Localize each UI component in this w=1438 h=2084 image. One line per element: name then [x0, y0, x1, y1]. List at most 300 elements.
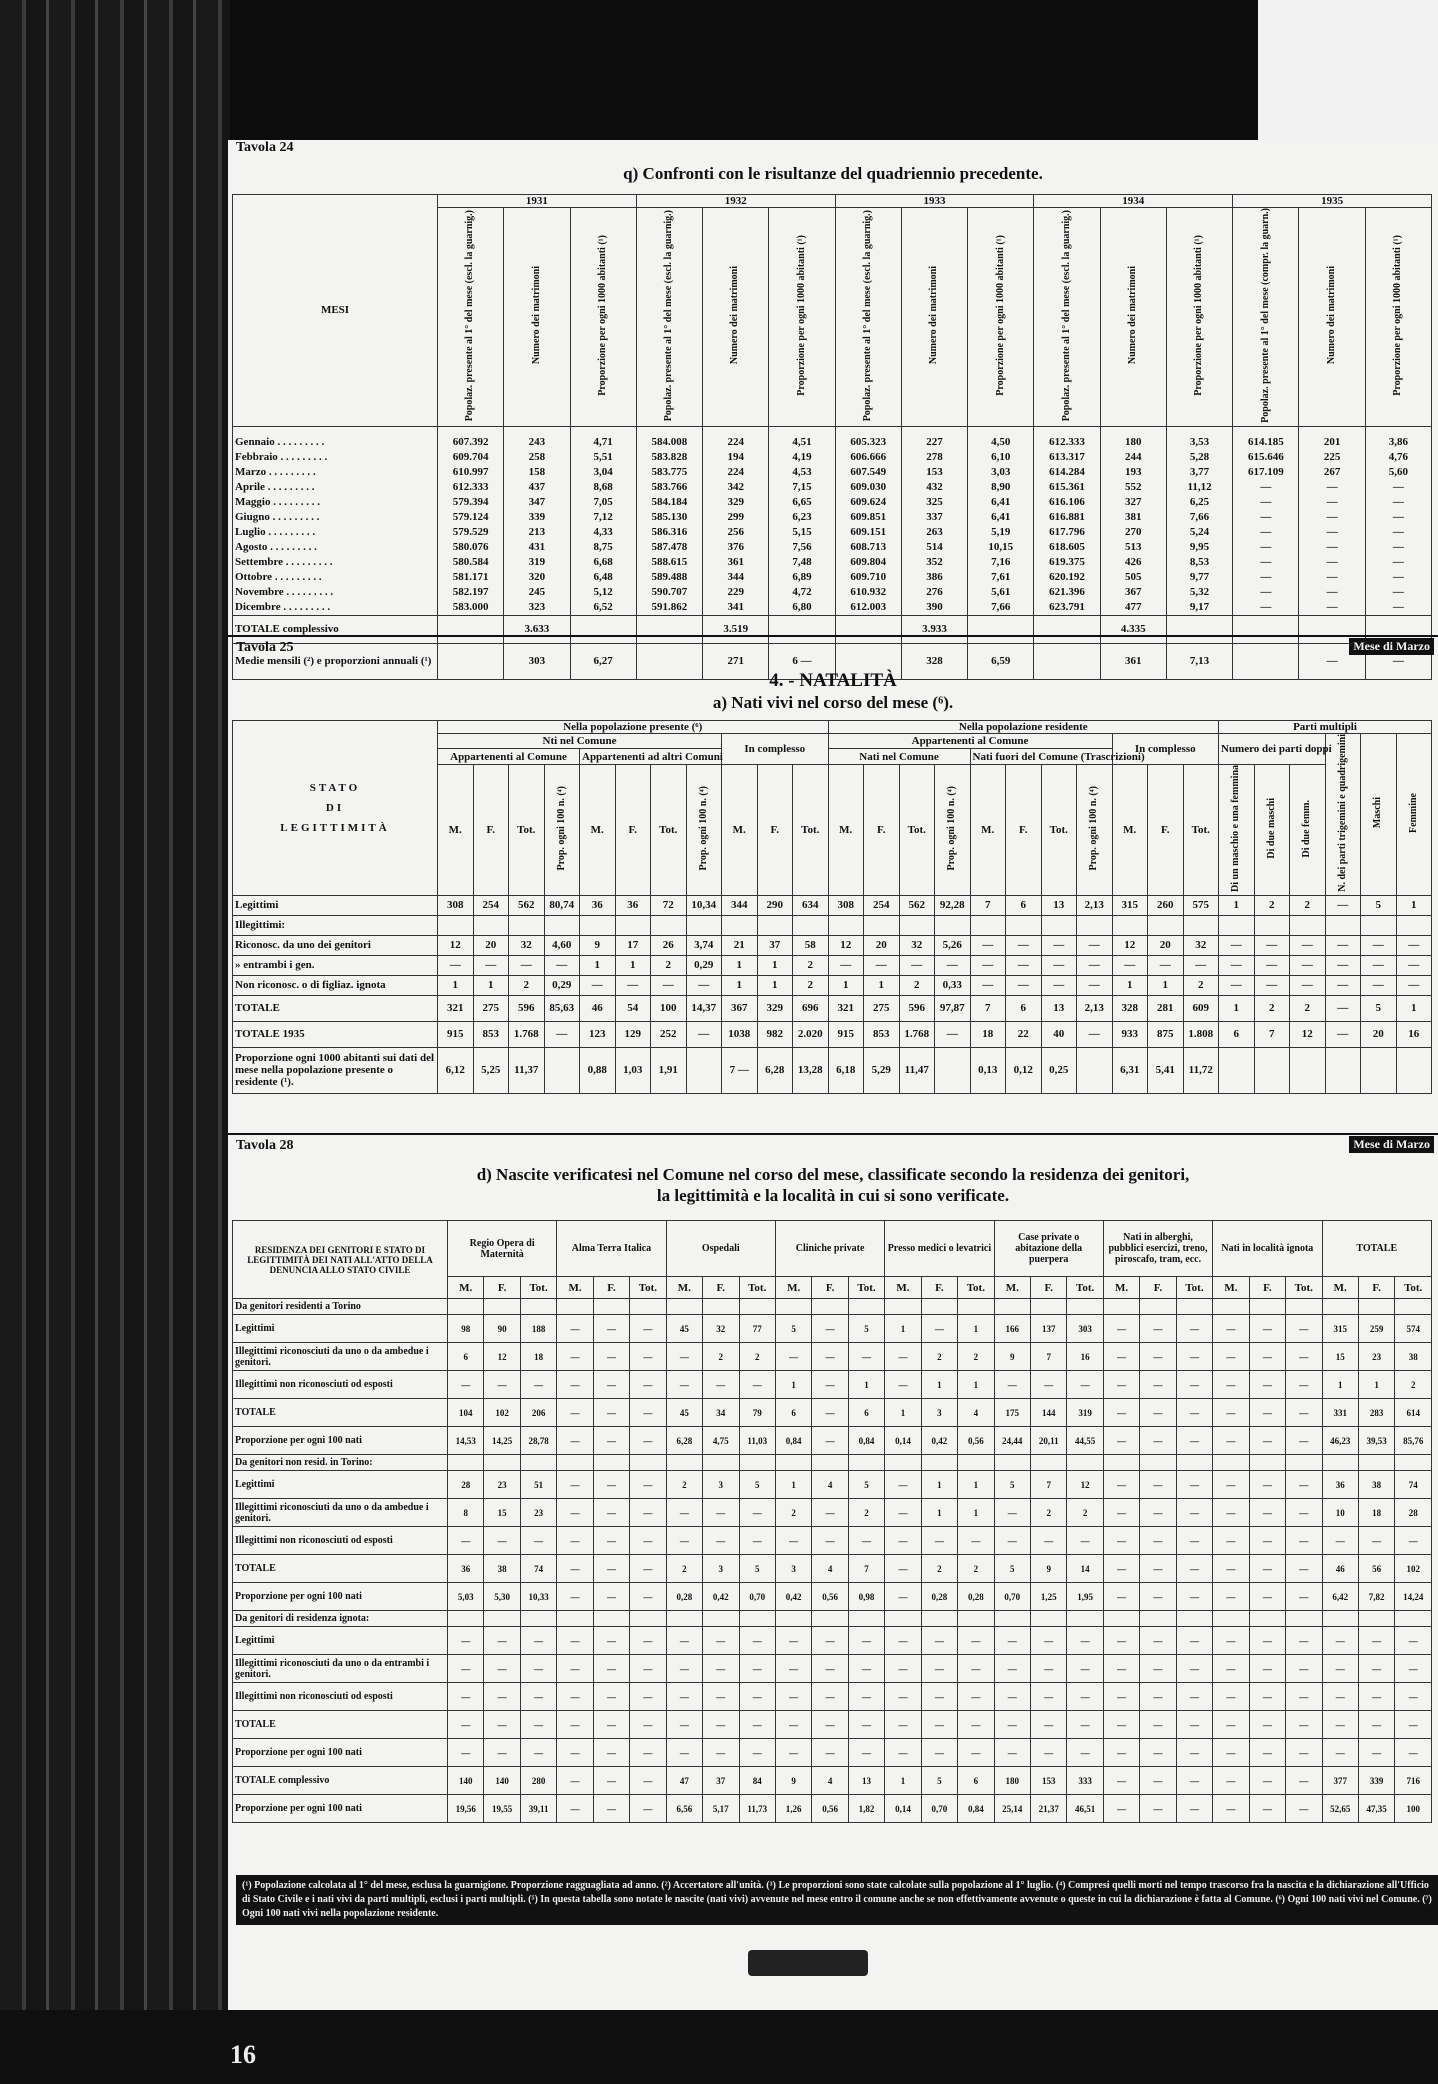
value-cell: — [1249, 1371, 1285, 1399]
row-label: Da genitori non resid. in Torino: [233, 1455, 448, 1471]
value-cell: — [1213, 1583, 1249, 1611]
t28-row [233, 1399, 1432, 1427]
value-cell: 14,24 [1395, 1583, 1432, 1611]
value-cell: 5 [739, 1555, 775, 1583]
value-cell: — [1103, 1371, 1139, 1399]
value-cell: 201 [1323, 435, 1341, 448]
value-cell: — [775, 1711, 811, 1739]
value-cell: — [848, 1683, 884, 1711]
value-cell: — [1213, 1315, 1249, 1343]
value-cell: 607.549 [850, 465, 887, 478]
value-cell: — [448, 1739, 484, 1767]
t25-header-1 [233, 721, 1432, 734]
m-header: M. [557, 1277, 593, 1299]
value-cell: 612.003 [850, 600, 887, 613]
blank-cell [630, 1299, 666, 1315]
pop-col-header-text: Popolaz. presente al 1° del mese (escl. la guarnig.) [1060, 209, 1072, 422]
value-cell: 252 [651, 1021, 687, 1047]
value-cell: 5,25 [473, 1047, 509, 1093]
value-cell: 28 [448, 1471, 484, 1499]
value-cell: 609.624 [850, 495, 887, 508]
value-cell: 6 [775, 1399, 811, 1427]
value-cell: 581.171 [452, 570, 489, 583]
blank-cell [1077, 915, 1113, 935]
blank-cell [1396, 915, 1432, 935]
value-cell: 153 [1031, 1767, 1067, 1795]
prop-header-text: Prop. ogni 100 n. (⁴) [697, 786, 709, 871]
blank-cell [473, 915, 509, 935]
value-cell: — [1103, 1343, 1139, 1371]
value-cell: 6,28 [757, 1047, 793, 1093]
value-cell: 605.323 [850, 435, 887, 448]
value-cell: — [1260, 510, 1272, 523]
value-cell: 275 [864, 995, 900, 1021]
value-cell: — [520, 1683, 556, 1711]
blank-cell [1140, 1455, 1176, 1471]
value-cell: — [1260, 585, 1272, 598]
month-values-pop [1034, 426, 1100, 615]
value-cell: 7,48 [792, 555, 812, 568]
value-cell: 225 [1323, 450, 1341, 463]
value-cell [1396, 1047, 1432, 1093]
value-cell: — [630, 1583, 666, 1611]
value-cell: — [593, 1627, 629, 1655]
value-cell: 1 [1219, 995, 1255, 1021]
value-cell: — [593, 1555, 629, 1583]
blank-cell [812, 1455, 848, 1471]
value-cell: — [593, 1655, 629, 1683]
value-cell: 72 [651, 895, 687, 915]
value-cell: — [1322, 1527, 1358, 1555]
value-cell: 5,29 [864, 1047, 900, 1093]
value-cell: 267 [1323, 465, 1341, 478]
value-cell: 1038 [722, 1021, 758, 1047]
value-cell: 562 [509, 895, 545, 915]
value-cell: — [1325, 995, 1361, 1021]
value-cell: 2 [775, 1499, 811, 1527]
value-cell: — [593, 1683, 629, 1711]
value-cell: 696 [793, 995, 829, 1021]
blank-cell [885, 1299, 921, 1315]
tavola-28-title-line-2: la legittimità e la località in cui si sono verificate. [656, 1186, 1010, 1205]
blank-cell [484, 1455, 520, 1471]
value-cell: — [1140, 1627, 1176, 1655]
blank-cell [1166, 615, 1232, 643]
t25-row [233, 915, 1432, 935]
value-cell: 47 [666, 1767, 702, 1795]
value-cell: 4,76 [1388, 450, 1408, 463]
value-cell: 426 [1125, 555, 1142, 568]
blank-cell [1219, 915, 1255, 935]
value-cell: — [630, 1527, 666, 1555]
value-cell: 102 [1395, 1555, 1432, 1583]
value-cell: 513 [1125, 540, 1142, 553]
f-header: F. [1358, 1277, 1394, 1299]
value-cell: 933 [1112, 1021, 1148, 1047]
value-cell: 28,78 [520, 1427, 556, 1455]
value-cell: — [1213, 1371, 1249, 1399]
value-cell: 0,56 [812, 1583, 848, 1611]
value-cell: 12 [438, 935, 474, 955]
value-cell: 17 [615, 935, 651, 955]
value-cell: 13,28 [793, 1047, 829, 1093]
value-cell: 323 [528, 600, 546, 613]
value-cell: — [775, 1343, 811, 1371]
month-label: Marzo . . . . . . . . . [235, 465, 316, 478]
value-cell: 2 [651, 955, 687, 975]
value-cell: 0,56 [958, 1427, 994, 1455]
value-cell: 9 [580, 935, 616, 955]
prop-header [544, 764, 580, 895]
month-label: Dicembre . . . . . . . . . [235, 600, 331, 613]
value-cell: 52,65 [1322, 1795, 1358, 1823]
value-cell: — [1286, 1711, 1322, 1739]
value-cell: 90 [484, 1315, 520, 1343]
value-cell: 583.775 [651, 465, 688, 478]
blank-cell [666, 1611, 702, 1627]
row-label: TOTALE [233, 995, 438, 1021]
value-cell: 7,16 [991, 555, 1011, 568]
value-cell: — [1249, 1427, 1285, 1455]
value-cell: 158 [528, 465, 546, 478]
month-label: Febbraio . . . . . . . . . [235, 450, 328, 463]
value-cell: 1 [1219, 895, 1255, 915]
t28-row [233, 1627, 1432, 1655]
value-cell: 596 [509, 995, 545, 1021]
value-cell: — [1249, 1683, 1285, 1711]
blank-cell [1176, 1299, 1212, 1315]
month-values-pop [636, 426, 702, 615]
pop-col-header-text: Popolaz. presente al 1° del mese (escl. la guarnig.) [861, 209, 873, 422]
value-cell: — [1326, 480, 1338, 493]
medie-num: 361 [1100, 643, 1166, 679]
value-cell: 5,41 [1148, 1047, 1184, 1093]
blank-cell [1361, 915, 1397, 935]
value-cell: 2 [848, 1499, 884, 1527]
value-cell: — [1322, 1683, 1358, 1711]
marriages-comparison-table [232, 194, 1432, 680]
value-cell: — [630, 1343, 666, 1371]
value-cell: — [557, 1427, 593, 1455]
value-cell: — [1249, 1499, 1285, 1527]
value-cell: — [1392, 585, 1404, 598]
t28-row [233, 1555, 1432, 1583]
value-cell: 6,12 [438, 1047, 474, 1093]
value-cell: 102 [484, 1399, 520, 1427]
value-cell: 609.151 [850, 525, 887, 538]
value-cell: — [848, 1527, 884, 1555]
value-cell: — [1249, 1343, 1285, 1371]
t28-row [233, 1611, 1432, 1627]
value-cell: — [1176, 1711, 1212, 1739]
value-cell: — [1395, 1655, 1432, 1683]
value-cell: 0,28 [958, 1583, 994, 1611]
value-cell [1361, 1047, 1397, 1093]
value-cell: — [1322, 1739, 1358, 1767]
value-cell [686, 1047, 722, 1093]
row-label: Da genitori di residenza ignota: [233, 1611, 448, 1627]
value-cell: 1,95 [1067, 1583, 1103, 1611]
value-cell: 12 [828, 935, 864, 955]
value-cell: 982 [757, 1021, 793, 1047]
value-cell: — [1358, 1655, 1394, 1683]
value-cell: — [1325, 895, 1361, 915]
value-cell: 579.529 [452, 525, 489, 538]
value-cell: — [473, 955, 509, 975]
value-cell: — [630, 1555, 666, 1583]
value-cell: — [593, 1767, 629, 1795]
value-cell: 2 [1254, 995, 1290, 1021]
m-header: M. [970, 764, 1006, 895]
blank-cell [1140, 1611, 1176, 1627]
blank-cell [593, 1299, 629, 1315]
value-cell: 5,12 [593, 585, 613, 598]
blank-cell [722, 915, 758, 935]
value-cell: — [1361, 955, 1397, 975]
row-label: Da genitori residenti a Torino [233, 1299, 448, 1315]
value-cell: 4,50 [991, 435, 1011, 448]
f-header: F. [1148, 764, 1184, 895]
value-cell: 5,03 [448, 1583, 484, 1611]
value-cell: 224 [727, 465, 744, 478]
value-cell: 7,56 [792, 540, 812, 553]
value-cell: 11,73 [739, 1795, 775, 1823]
value-cell: 915 [438, 1021, 474, 1047]
parti-col-header [1219, 764, 1255, 895]
value-cell: 352 [926, 555, 943, 568]
t28-row [233, 1683, 1432, 1711]
value-cell: 609.030 [850, 480, 887, 493]
medie-num: 303 [504, 643, 570, 679]
value-cell: 574 [1395, 1315, 1432, 1343]
value-cell: 308 [438, 895, 474, 915]
month-label: Giugno . . . . . . . . . [235, 510, 320, 523]
value-cell: — [1103, 1655, 1139, 1683]
value-cell: 3 [921, 1399, 957, 1427]
value-cell: — [1326, 540, 1338, 553]
value-cell [935, 1047, 971, 1093]
value-cell: 580.076 [452, 540, 489, 553]
blank-cell [1290, 915, 1326, 935]
value-cell: 180 [994, 1767, 1030, 1795]
month-values-num [1100, 426, 1166, 615]
value-cell: — [848, 1739, 884, 1767]
value-cell: 10,33 [520, 1583, 556, 1611]
value-cell: 589.488 [651, 570, 688, 583]
value-cell: — [1103, 1583, 1139, 1611]
value-cell: 6,80 [792, 600, 812, 613]
medie-prop: 6 — [769, 643, 835, 679]
t25-row [233, 895, 1432, 915]
value-cell: — [775, 1683, 811, 1711]
value-cell: 614.185 [1247, 435, 1284, 448]
value-cell: 386 [926, 570, 943, 583]
blank-cell [812, 1299, 848, 1315]
value-cell: — [1103, 1427, 1139, 1455]
value-cell: 25,14 [994, 1795, 1030, 1823]
blank-cell [1358, 1299, 1394, 1315]
value-cell: 0,56 [812, 1795, 848, 1823]
value-cell: 4 [958, 1399, 994, 1427]
value-cell: — [1077, 1021, 1113, 1047]
value-cell: 84 [739, 1767, 775, 1795]
value-cell: 193 [1125, 465, 1142, 478]
value-cell: 280 [520, 1767, 556, 1795]
value-cell: 7 [1254, 1021, 1290, 1047]
value-cell: 1,03 [615, 1047, 651, 1093]
value-cell: 2 [739, 1343, 775, 1371]
value-cell: — [666, 1371, 702, 1399]
value-cell: 377 [1322, 1767, 1358, 1795]
value-cell: — [544, 1021, 580, 1047]
value-cell: 6 [1219, 1021, 1255, 1047]
medie-prop: — [1365, 643, 1431, 679]
year-total: 3.519 [703, 615, 769, 643]
blank-cell [1395, 1611, 1432, 1627]
value-cell: 5,28 [1189, 450, 1210, 463]
value-cell: — [1140, 1555, 1176, 1583]
value-cell: 4,51 [792, 435, 812, 448]
value-cell: 283 [1358, 1399, 1394, 1427]
value-cell: — [1286, 1767, 1322, 1795]
value-cell: 3,04 [593, 465, 613, 478]
f-header: F. [484, 1277, 520, 1299]
value-cell: 2 [703, 1343, 739, 1371]
blank-cell [448, 1299, 484, 1315]
row-label: Legittimi [233, 895, 438, 915]
value-cell: — [1395, 1711, 1432, 1739]
value-cell: 716 [1395, 1767, 1432, 1795]
row-label: Illegittimi riconosciuti da uno o da ambedue i genitori. [233, 1499, 448, 1527]
t24-total-row [233, 615, 1432, 643]
value-cell: — [1176, 1399, 1212, 1427]
blank-cell [636, 615, 702, 643]
pop-col-header [1233, 208, 1299, 427]
value-cell: — [1213, 1795, 1249, 1823]
t24-year-header [233, 195, 1432, 208]
value-cell: 98 [448, 1315, 484, 1343]
value-cell: 12 [484, 1343, 520, 1371]
value-cell: — [593, 1343, 629, 1371]
value-cell: — [1103, 1315, 1139, 1343]
value-cell: 315 [1322, 1315, 1358, 1343]
blank-cell [958, 1299, 994, 1315]
m-header: M. [1213, 1277, 1249, 1299]
value-cell: — [1103, 1555, 1139, 1583]
value-cell: — [1396, 955, 1432, 975]
value-cell: 4,71 [593, 435, 613, 448]
f-header: F. [1006, 764, 1042, 895]
value-cell: — [1041, 955, 1077, 975]
value-cell: — [1219, 935, 1255, 955]
value-cell: — [1140, 1527, 1176, 1555]
value-cell: 6 [848, 1399, 884, 1427]
value-cell: 40 [1041, 1021, 1077, 1047]
value-cell: — [630, 1371, 666, 1399]
value-cell: — [1326, 510, 1338, 523]
value-cell: 6,89 [792, 570, 812, 583]
value-cell: 1 [1358, 1371, 1394, 1399]
value-cell: 7 — [722, 1047, 758, 1093]
value-cell: — [666, 1655, 702, 1683]
tot-header: Tot. [1041, 764, 1077, 895]
value-cell: 325 [926, 495, 943, 508]
blank-cell [1213, 1611, 1249, 1627]
t25-row [233, 995, 1432, 1021]
value-cell: 634 [793, 895, 829, 915]
m-header: M. [1103, 1277, 1139, 1299]
value-cell: — [557, 1499, 593, 1527]
blank-cell [775, 1611, 811, 1627]
value-cell: — [630, 1315, 666, 1343]
t28-header-1 [233, 1221, 1432, 1277]
value-cell: 4,75 [703, 1427, 739, 1455]
value-cell: 32 [703, 1315, 739, 1343]
value-cell: — [1286, 1499, 1322, 1527]
blank-cell [793, 915, 829, 935]
medie-num: — [1299, 643, 1365, 679]
blank-cell [593, 1455, 629, 1471]
value-cell: — [1249, 1471, 1285, 1499]
value-cell: — [1286, 1527, 1322, 1555]
value-cell: 0,70 [994, 1583, 1030, 1611]
value-cell: 2 [1183, 975, 1219, 995]
value-cell: 14,25 [484, 1427, 520, 1455]
value-cell: 45 [666, 1399, 702, 1427]
value-cell: 341 [727, 600, 744, 613]
blank-cell [593, 1611, 629, 1627]
num-col-header [703, 208, 769, 427]
value-cell: — [812, 1627, 848, 1655]
value-cell: — [630, 1427, 666, 1455]
value-cell: — [557, 1471, 593, 1499]
value-cell: — [557, 1343, 593, 1371]
group-header: Case private o abitazione della puerpera [994, 1221, 1103, 1277]
value-cell: — [1031, 1683, 1067, 1711]
value-cell: 0,29 [686, 955, 722, 975]
value-cell: — [520, 1739, 556, 1767]
value-cell: 1 [958, 1315, 994, 1343]
value-cell: 609.804 [850, 555, 887, 568]
value-cell: — [1392, 510, 1404, 523]
value-cell: — [1140, 1767, 1176, 1795]
value-cell: 259 [1358, 1315, 1394, 1343]
value-cell: — [1260, 570, 1272, 583]
num-col-header [504, 208, 570, 427]
value-cell: 376 [727, 540, 744, 553]
value-cell: 1 [757, 955, 793, 975]
num-col-header-text: Numero dei matrimoni [1325, 266, 1337, 365]
value-cell: 2 [1031, 1499, 1067, 1527]
value-cell [1254, 1047, 1290, 1093]
value-cell: — [1067, 1655, 1103, 1683]
blank-cell [1103, 1299, 1139, 1315]
value-cell: 23 [484, 1471, 520, 1499]
value-cell: — [921, 1711, 957, 1739]
parti-col-header [1325, 734, 1361, 896]
value-cell: 609.851 [850, 510, 887, 523]
value-cell: 607.392 [452, 435, 489, 448]
value-cell: 2 [1254, 895, 1290, 915]
value-cell: 263 [926, 525, 943, 538]
value-cell: 0,88 [580, 1047, 616, 1093]
value-cell: — [1260, 495, 1272, 508]
value-cell: — [1176, 1471, 1212, 1499]
value-cell: 1 [1112, 975, 1148, 995]
value-cell: — [651, 975, 687, 995]
tot-header: Tot. [793, 764, 829, 895]
value-cell: 1 [885, 1399, 921, 1427]
